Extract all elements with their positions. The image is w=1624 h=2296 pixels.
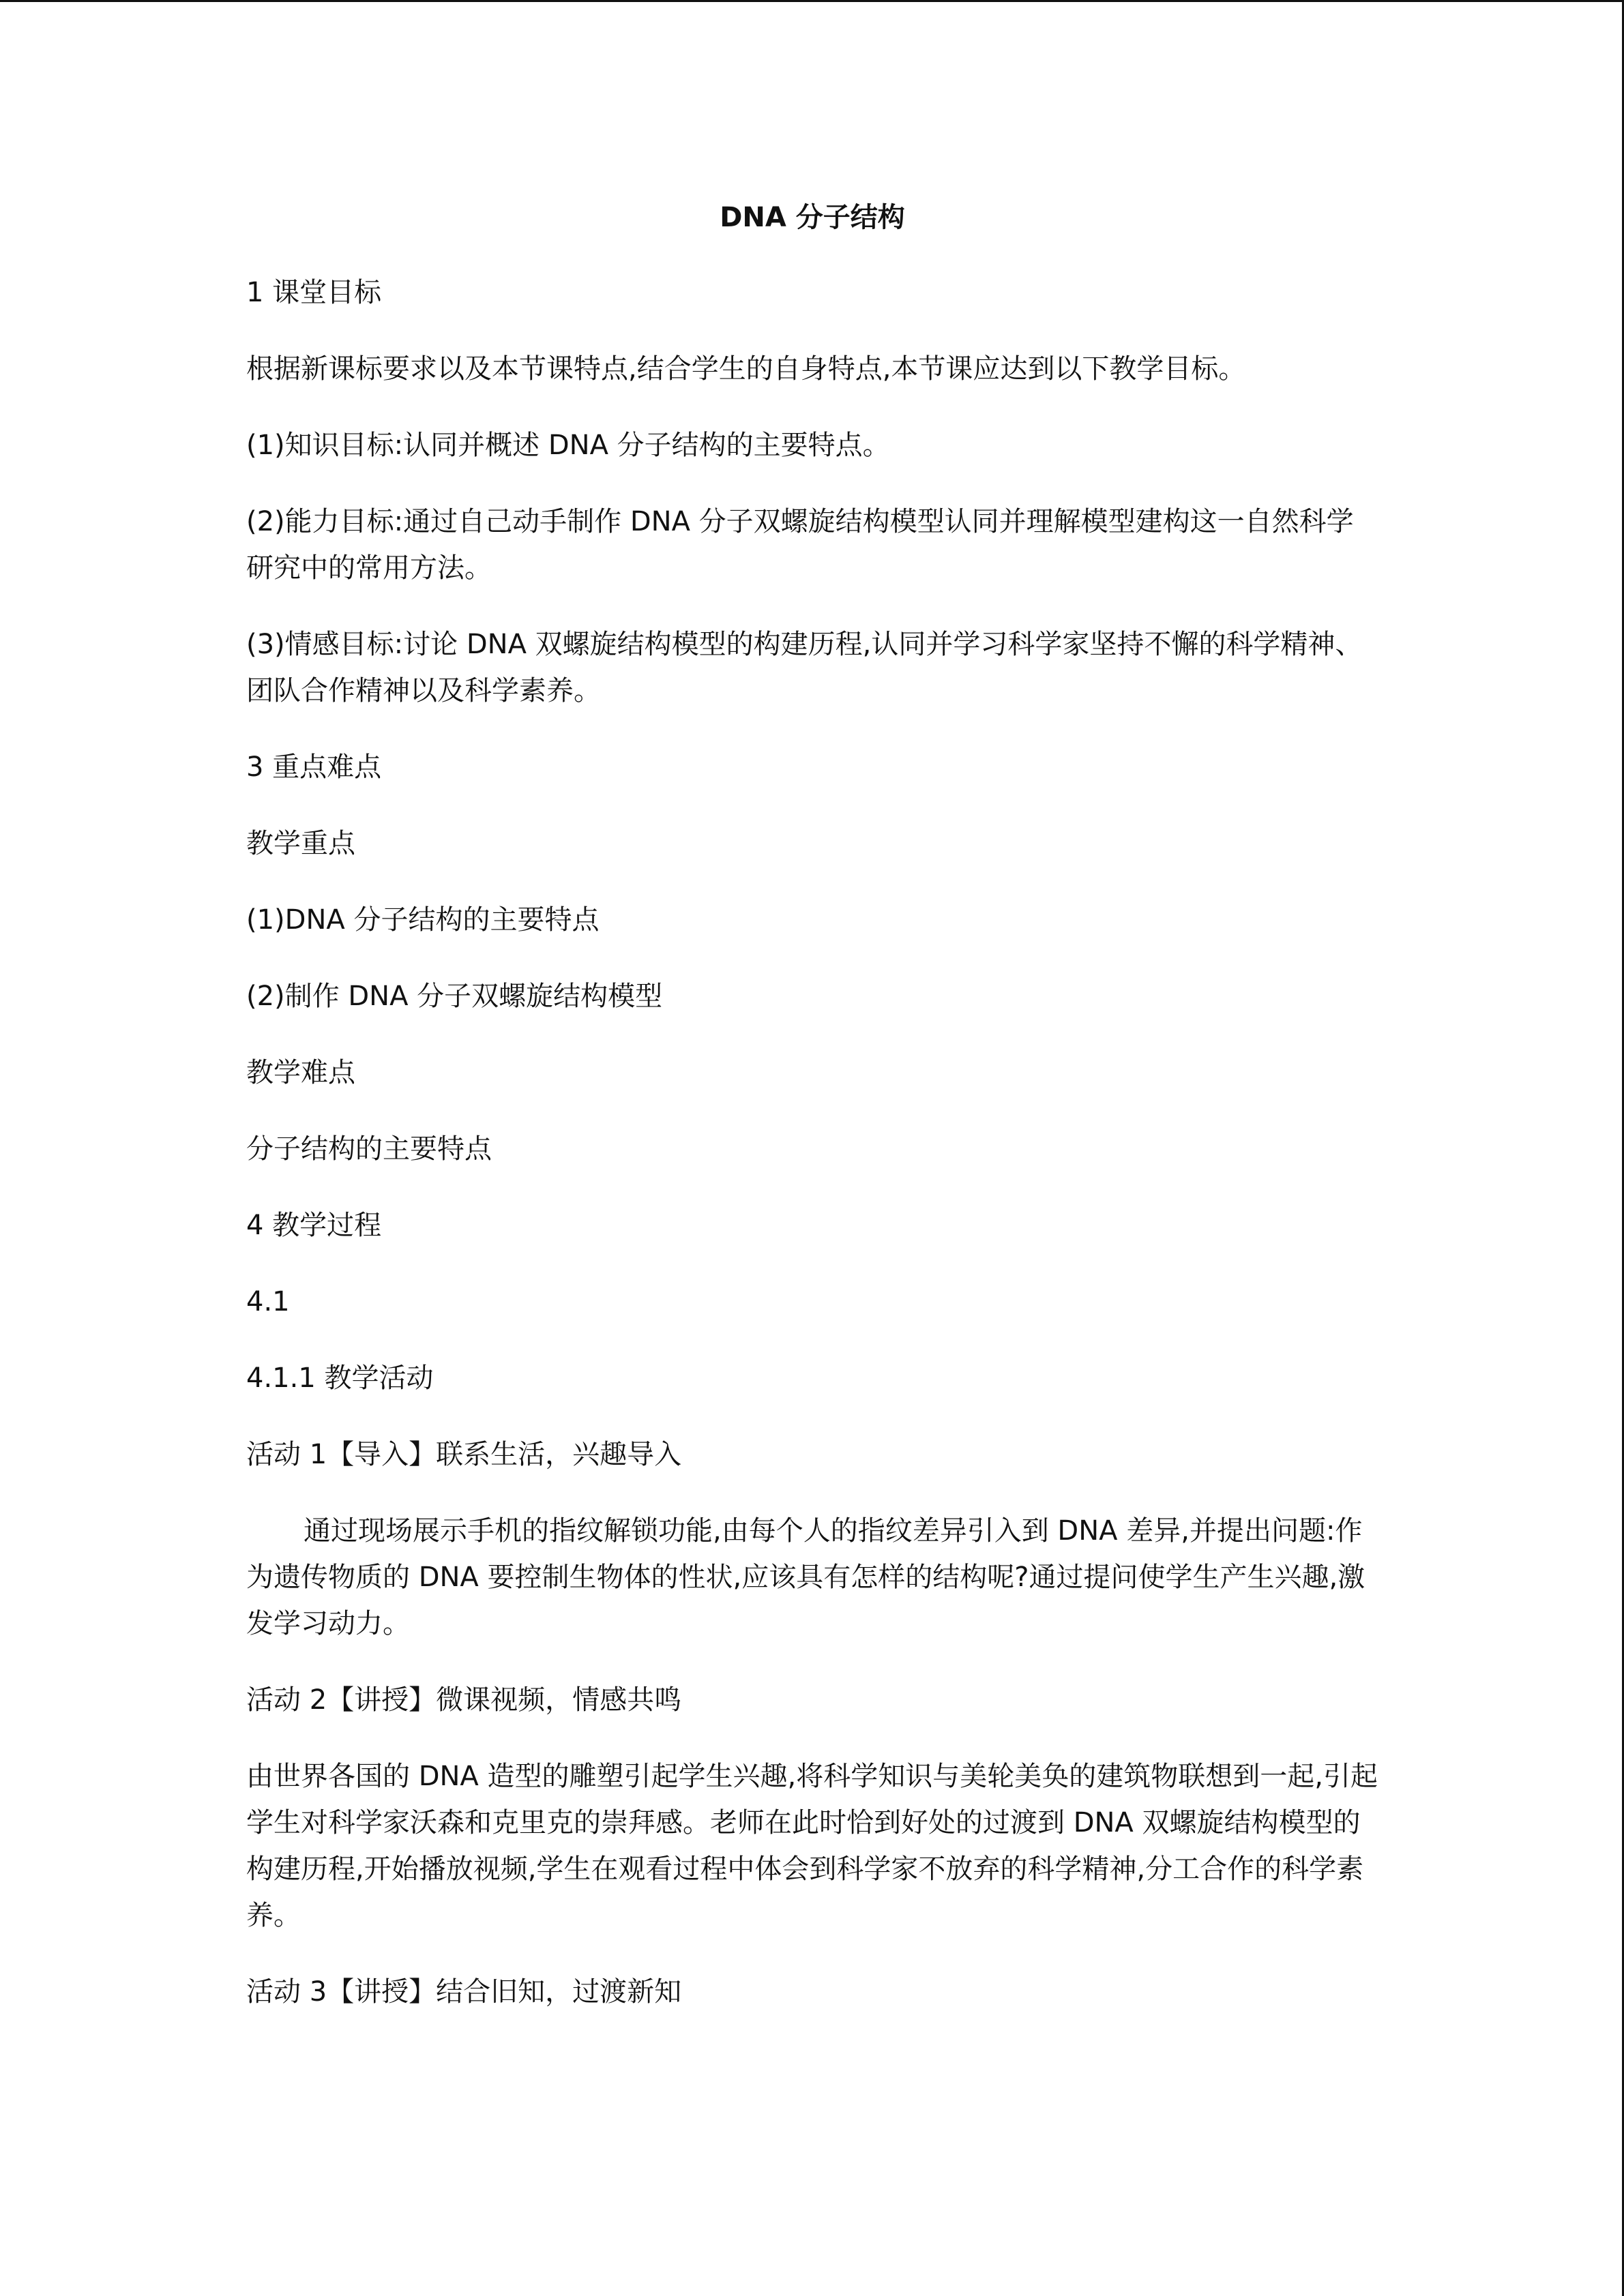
focus-item-2: (2)制作 DNA 分子双螺旋结构模型 [246,981,663,1012]
objective-emotion: (3)情感目标:讨论 DNA 双螺旋结构模型的构建历程,认同并学习科学家坚持不懈的科学精神、团队合作精神以及科学素养。 [246,629,1363,706]
objectives-intro: 根据新课标要求以及本节课特点,结合学生的自身特点,本节课应达到以下教学目标。 [246,353,1246,385]
activity-2-heading: 活动 2【讲授】微课视频，情感共鸣 [246,1684,682,1716]
section-heading-objectives: 1 课堂目标 [246,277,382,308]
focus-item-1: (1)DNA 分子结构的主要特点 [246,904,600,936]
subsection-4-1: 4.1 [246,1286,290,1317]
objective-ability: (2)能力目标:通过自己动手制作 DNA 分子双螺旋结构模型认同并理解模型建构这一自然科学研究中的常用方法。 [246,506,1354,584]
subsection-4-1-1: 4.1.1 教学活动 [246,1362,434,1394]
difficulty-item: 分子结构的主要特点 [246,1133,492,1165]
document-body [246,194,1378,2045]
activity-1-heading: 活动 1【导入】联系生活，兴趣导入 [246,1439,682,1470]
section-heading-key-points: 3 重点难点 [246,751,382,783]
section-heading-process: 4 教学过程 [246,1210,382,1241]
objective-knowledge: (1)知识目标:认同并概述 DNA 分子结构的主要特点。 [246,430,890,461]
activity-1-body: 通过现场展示手机的指纹解锁功能,由每个人的指纹差异引入到 DNA 差异,并提出问题:作为遗传物质的 DNA 要控制生物体的性状,应该具有怎样的结构呢?通过提问使学生产生兴趣,激发学习动力。 [246,1515,1365,1639]
activity-3-heading: 活动 3【讲授】结合旧知，过渡新知 [246,1976,682,2008]
subheading-teaching-focus: 教学重点 [246,828,355,859]
subheading-teaching-difficulty: 教学难点 [246,1057,355,1088]
activity-2-body: 由世界各国的 DNA 造型的雕塑引起学生兴趣,将科学知识与美轮美奂的建筑物联想到一起,引起学生对科学家沃森和克里克的崇拜感。老师在此时恰到好处的过渡到 DNA 双螺旋结构模型的构建历程,开始播放视频,学生在观看过程中体会到科学家不放弃的科学精神,分工合作的科学素养。 [246,1761,1378,1931]
document-title: DNA 分子结构 [720,202,905,233]
